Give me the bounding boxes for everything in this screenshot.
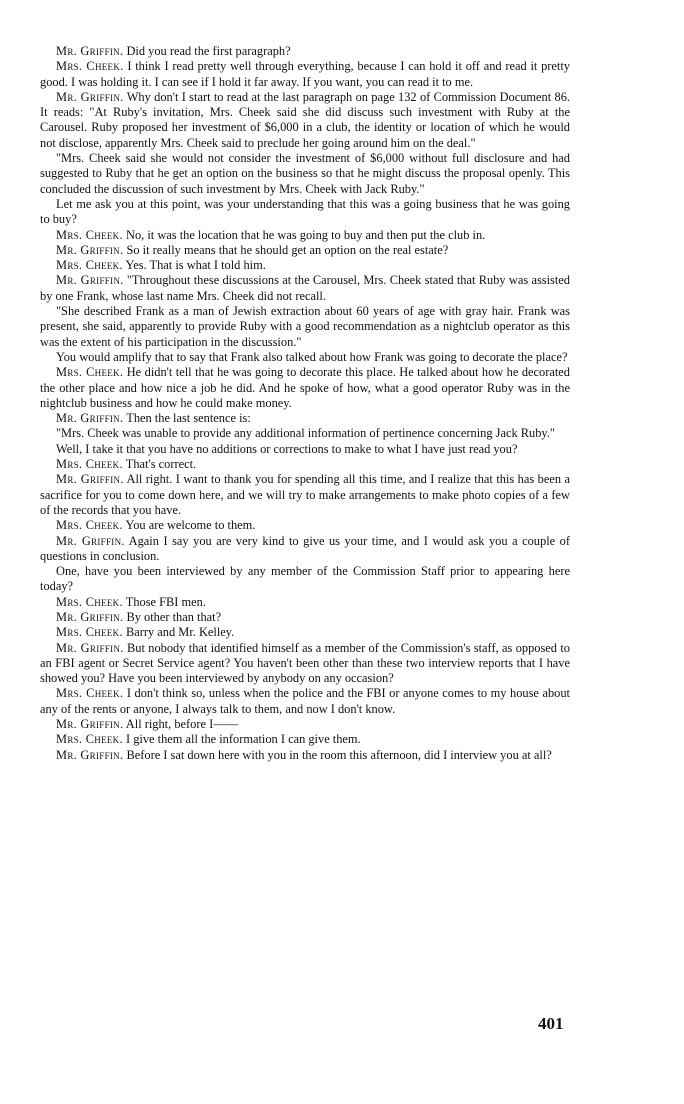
paragraph-text: That's correct. [125, 457, 197, 472]
paragraph-text: Those FBI men. [125, 594, 206, 609]
speaker-name: Mrs. Cheek. [56, 258, 123, 273]
paragraph-text: You are welcome to them. [125, 518, 256, 533]
speaker-name: Mr. Griffin. [56, 242, 124, 257]
paragraph-text: Yes. That is what I told him. [125, 258, 266, 273]
paragraph-text: I don't think so, unless when the police and the FBI or anyone comes to my house about any of the rents or anyone, I always talk to them, and now I don't know. [40, 686, 570, 716]
transcript-paragraph [40, 534, 570, 565]
speaker-name: Mrs. Cheek. [56, 518, 123, 533]
paragraph-text: But nobody that identified himself as a member of the Commission's staff, as opposed to an FBI agent or Secret Service agent? You haven't been other than these two interview reports that I have showed you? Have you been interviewed by anybody on any occasion? [40, 640, 570, 686]
speaker-name: Mr. Griffin. [56, 44, 124, 58]
transcript-paragraph [40, 44, 570, 59]
paragraph-text: I think I read pretty well through everything, because I can hold it off and read it pretty good. I was holding it. I can see if I hold it far away. If you want, you can read it to me. [40, 59, 570, 89]
paragraph-text: All right. I want to thank you for spending all this time, and I realize that this has been a sacrifice for you to come down here, and we will try to make arrangements to make photo copies of a few of the records that you have. [40, 472, 570, 517]
transcript-paragraph [40, 625, 570, 640]
transcript-paragraph [40, 273, 570, 304]
paragraph-text: "Mrs. Cheek said she would not consider the investment of $6,000 without full disclosure and had suggested to Ruby that he get an option on the business so that he might discuss the proposal openly. This concluded the discussion of such investment by Mrs. Cheek with Jack Ruby." [40, 151, 570, 196]
paragraph-text: Did you read the first paragraph? [126, 44, 291, 58]
transcript-paragraph [40, 365, 570, 411]
transcript-paragraph [40, 472, 570, 518]
paragraph-text: "She described Frank as a man of Jewish extraction about 60 years of age with gray hair. Frank was present, she said, apparently to provide Ruby with a good recommendation as a nightclub operator as this was the extent of his participation in the discussion." [40, 304, 570, 349]
paragraph-text: Again I say you are very kind to give us your time, and I would ask you a couple of questions in conclusion. [40, 533, 570, 563]
paragraph-text: Before I sat down here with you in the room this afternoon, did I interview you at all? [126, 747, 552, 762]
transcript-paragraph [40, 641, 570, 687]
speaker-name: Mrs. Cheek. [56, 227, 123, 242]
paragraph-text: No, it was the location that he was going to buy and then put the club in. [126, 227, 486, 242]
transcript-paragraph [40, 610, 570, 625]
paragraph-text: One, have you been interviewed by any member of the Commission Staff prior to appearing here today? [40, 564, 570, 594]
speaker-name: Mrs. Cheek. [56, 732, 123, 747]
transcript-paragraph [40, 228, 570, 243]
transcript-paragraph [40, 411, 570, 426]
paragraph-text: By other than that? [126, 609, 222, 624]
transcript-paragraph [40, 304, 570, 350]
speaker-name: Mrs. Cheek. [56, 365, 124, 380]
transcript-paragraph [40, 686, 570, 717]
speaker-name: Mr. Griffin. [56, 533, 125, 548]
paragraph-text: "Mrs. Cheek was unable to provide any additional information of pertinence concerning Jack Ruby." [56, 426, 555, 441]
speaker-name: Mrs. Cheek. [56, 457, 123, 472]
paragraph-text: Barry and Mr. Kelley. [126, 625, 235, 640]
speaker-name: Mrs. Cheek. [56, 59, 124, 74]
paragraph-text: "Throughout these discussions at the Carousel, Mrs. Cheek stated that Ruby was assisted by one Frank, whose last name Mrs. Cheek did not recall. [40, 273, 570, 303]
transcript-paragraph [40, 197, 570, 228]
speaker-name: Mr. Griffin. [56, 640, 124, 655]
paragraph-text: He didn't tell that he was going to decorate this place. He talked about how he decorated the other place and how nice a job he did. And he spoke of how, what a good operator Ruby was in the nightclub business and how he could make money. [40, 365, 570, 410]
page-number: 401 [538, 1014, 564, 1033]
speaker-name: Mr. Griffin. [56, 89, 124, 104]
speaker-name: Mr. Griffin. [56, 273, 124, 288]
transcript-paragraph [40, 258, 570, 273]
transcript-paragraph [40, 350, 570, 365]
paragraph-text: Well, I take it that you have no additions or corrections to make to what I have just read you? [56, 441, 518, 456]
paragraph-text: Let me ask you at this point, was your understanding that this was a going business that he was going to buy? [40, 196, 570, 227]
transcript-paragraph [40, 442, 570, 457]
transcript-paragraph [40, 151, 570, 197]
speaker-name: Mrs. Cheek. [56, 686, 124, 701]
transcript-paragraph [40, 59, 570, 90]
speaker-name: Mr. Griffin. [56, 609, 124, 624]
speaker-name: Mr. Griffin. [56, 717, 124, 732]
transcript-body [40, 44, 570, 763]
transcript-paragraph [40, 748, 570, 763]
transcript-paragraph [40, 564, 570, 595]
transcript-paragraph [40, 457, 570, 472]
paragraph-text: All right, before I—— [125, 717, 238, 732]
speaker-name: Mr. Griffin. [56, 472, 124, 487]
transcript-paragraph [40, 426, 570, 441]
paragraph-text: You would amplify that to say that Frank also talked about how Frank was going to decorate the place? [56, 349, 568, 364]
speaker-name: Mr. Griffin. [56, 411, 124, 426]
transcript-paragraph [40, 518, 570, 533]
paragraph-text: Why don't I start to read at the last paragraph on page 132 of Commission Document 86. It reads: "At Ruby's invitation, Mrs. Cheek said she did discuss such investment with Ruby at the Carousel. Ruby proposed her investment of $6,000 in a club, the identity or location of which he would not disclose, apparently Mrs. Cheek said to preclude her going around him on the deal." [40, 89, 571, 150]
speaker-name: Mrs. Cheek. [56, 625, 123, 640]
paragraph-text: Then the last sentence is: [126, 411, 251, 426]
transcript-paragraph [40, 90, 570, 151]
paragraph-text: I give them all the information I can give them. [126, 732, 361, 747]
speaker-name: Mr. Griffin. [56, 747, 124, 762]
transcript-paragraph [40, 717, 570, 732]
speaker-name: Mrs. Cheek. [56, 594, 123, 609]
transcript-paragraph [40, 595, 570, 610]
transcript-paragraph [40, 732, 570, 747]
transcript-paragraph [40, 243, 570, 258]
paragraph-text: So it really means that he should get an option on the real estate? [126, 242, 449, 257]
